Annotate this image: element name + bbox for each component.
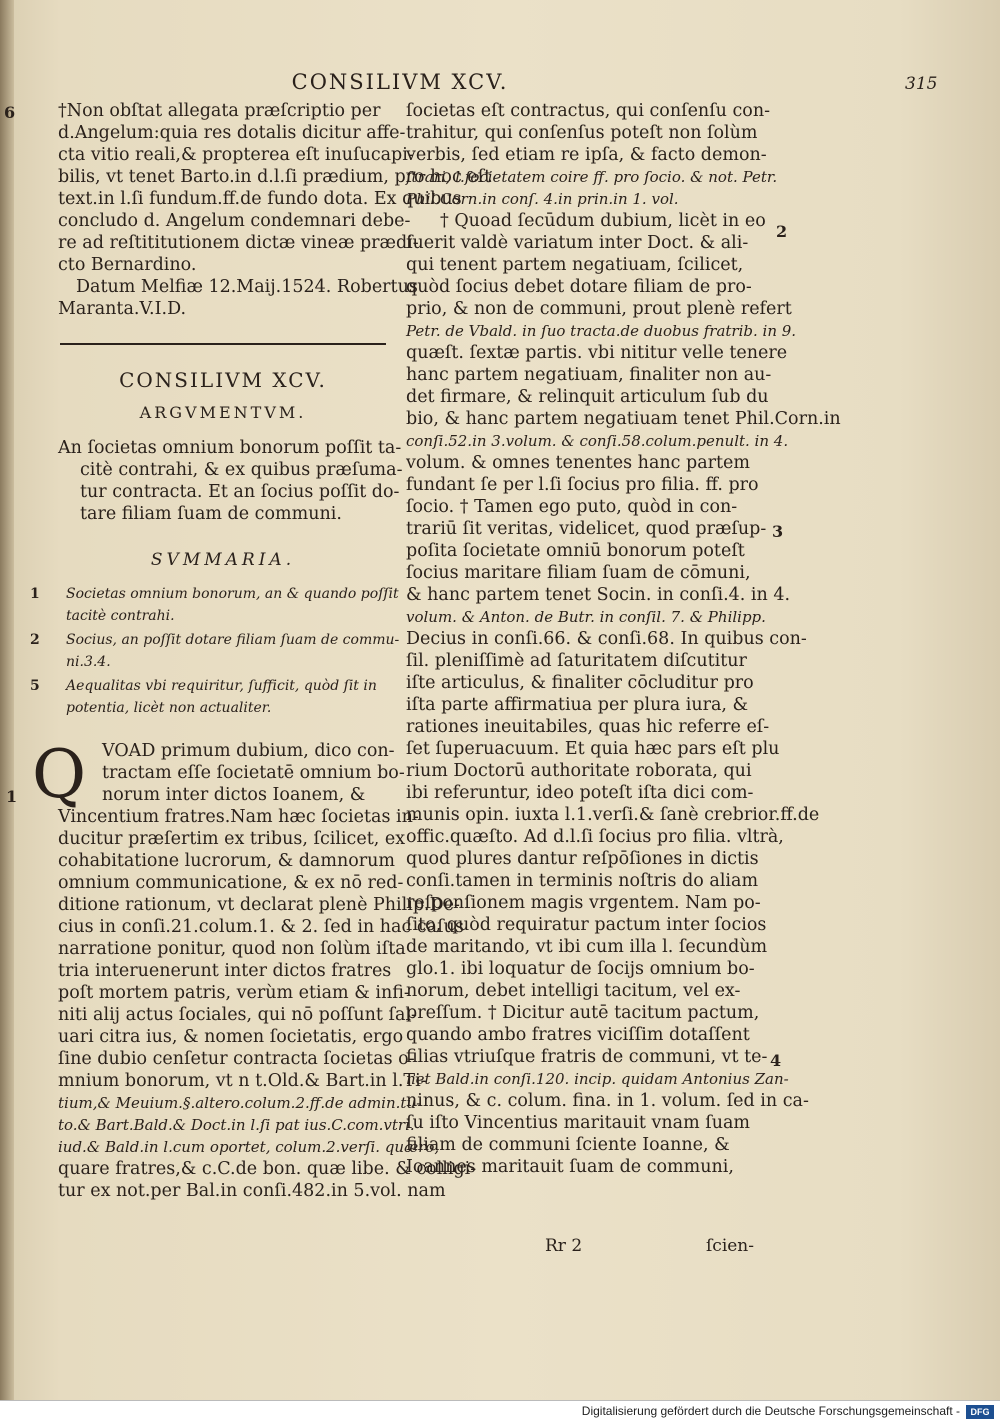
text-line: trahitur, qui conſenſus poteſt non ſolùm (406, 123, 758, 143)
summary-text: Aequalitas vbi requiritur, ſufficit, quòd ſit in (66, 678, 377, 694)
text-line: Decius in conſi.66. & conſi.68. In quibus con- (406, 629, 807, 649)
margin-number: 2 (776, 222, 788, 241)
text-line: ſtrari, l.ſocietatem coire ff. pro ſocio. & not. Petr. (406, 168, 778, 186)
summary-item (30, 629, 400, 673)
summary-text: Societas omnium bonorum, an & quando poſſit (66, 586, 399, 602)
text-line: volum. & Anton. de Butr. in conſil. 7. & Philipp. (406, 608, 766, 626)
text-line: Ioannes maritauit ſuam de communi, (406, 1157, 734, 1177)
text-line: norum inter dictos Ioanem, & (102, 785, 366, 805)
text-line: omnium communicatione, & ex nō red- (58, 873, 404, 893)
text-line: fuerit valdè variatum inter Doct. & ali- (406, 233, 749, 253)
text-line: norum, debet intelligi tacitum, vel ex- (406, 981, 741, 1001)
summaria-heading: SVMMARIA. (150, 550, 296, 570)
text-line: tria interuenerunt inter dictos fratres (58, 961, 392, 981)
text-line: poſita ſocietate omniū bonorum poteſt (406, 541, 745, 561)
page-edge (0, 0, 14, 1400)
text-line: niti alij actus ſociales, qui nō poſſunt ſal- (58, 1005, 417, 1025)
text-line: ſito, quòd requiratur pactum inter ſocios (406, 915, 767, 935)
margin-number: 4 (770, 1051, 782, 1070)
summary-text: potentia, licèt non actualiter. (66, 700, 272, 716)
argument-text (58, 437, 403, 525)
text-line: ibi referuntur, ideo poteſt iſta dici com- (406, 783, 754, 803)
text-line: bilis, vt tenet Barto.in d.l.ſi prædium, pro hoc eſt (58, 167, 492, 187)
text-line: ſocio. † Tamen ego puto, quòd in con- (406, 497, 738, 517)
text-line: narratione ponitur, quod non ſolùm iſta (58, 939, 406, 959)
text-line: quod plures dantur reſpōſiones in dictis (406, 849, 759, 869)
text-line: re ad reſtititutionem dictæ vineæ prædi- (58, 233, 419, 253)
text-line: cta vitio reali,& propterea eſt inuſucapi- (58, 145, 414, 165)
text-line: ſet ſuperuacuum. Et quia hæc pars eſt plu (406, 739, 780, 759)
text-line: tium,& Meuium.§.altero.colum.2.ff.de admin.tu- (58, 1094, 422, 1112)
text-line: iſta parte affirmatiua per plura iura, & (406, 695, 749, 715)
left-body-text (58, 740, 477, 1202)
text-line: offic.quæſto. Ad d.l.ſi ſocius pro filia. vltrà, (406, 827, 784, 847)
text-line: tare filiam ſuam de communi. (80, 504, 342, 524)
text-line: ſu iſto Vincentius maritauit vnam ſuam (406, 1113, 751, 1133)
text-line: preſſum. † Dicitur autē tacitum pactum, (406, 1003, 760, 1023)
text-line: quare fratres,& c.C.de bon. quæ libe. & colligi- (58, 1159, 477, 1179)
text-line: poſt mortem patris, verùm etiam & infi- (58, 983, 410, 1003)
author-line: Maranta.V.I.D. (58, 299, 187, 319)
text-line: uari citra ius, & nomen ſocietatis, ergo (58, 1027, 404, 1047)
text-line: quando ambo fratres viciſſim dotaſſent (406, 1025, 750, 1045)
text-line: ninus, & c. colum. fina. in 1. volum. ſed in ca- (406, 1091, 809, 1111)
text-line: to.& Bart.Bald.& Doct.in l.ſi pat ius.C.com.vtri. (58, 1116, 415, 1134)
section-divider (60, 343, 386, 345)
text-line: VOAD primum dubium, dico con- (102, 741, 395, 761)
catchword: ſcien- (706, 1236, 755, 1256)
summary-number: 2 (30, 632, 40, 648)
text-line: ſine dubio cenſetur contracta ſocietas o- (58, 1049, 415, 1069)
digitization-footer (0, 1400, 1000, 1424)
text-line: fundant ſe per l.ſi ſocius pro filia. ff. pro (406, 475, 759, 495)
date-line: Datum Melfiæ 12.Maij.1524. Robertus (76, 277, 418, 297)
text-line: An ſocietas omnium bonorum poſſit ta- (58, 438, 402, 458)
summary-item (30, 583, 399, 627)
margin-number: 6 (4, 103, 16, 122)
text-line: glo.1. ibi loquatur de ſocijs omnium bo- (406, 959, 755, 979)
text-line: reſponſionem magis vrgentem. Nam po- (406, 893, 761, 913)
text-line: ſocietas eſt contractus, qui conſenſu con- (406, 101, 771, 121)
section-title: CONSILIVM XCV. (119, 368, 327, 392)
text-line: cius in conſi.21.colum.1. & 2. ſed in hac caſus (58, 917, 464, 937)
right-body-text (406, 100, 841, 1178)
drop-capital: Q (32, 736, 87, 813)
funding-notice: Digitalisierung gefördert durch die Deutsche Forschungsgemeinschaft - (581, 1404, 960, 1418)
summary-number: 1 (30, 586, 40, 602)
summaria-list (30, 583, 400, 719)
text-line: text.in l.ſi fundum.ff.de fundo dota. Ex quibus (58, 189, 462, 209)
margin-number: 3 (772, 522, 784, 541)
text-line: mnium bonorum, vt n t.Old.& Bart.in l.Ti- (58, 1071, 427, 1091)
text-line: volum. & omnes tenentes hanc partem (406, 453, 750, 473)
text-line: trariū ſit veritas, videlicet, quod præſup- (406, 519, 767, 539)
text-line: rationes ineuitabiles, quas hic referre eſ- (406, 717, 770, 737)
text-line: cohabitatione lucrorum, & damnorum (58, 851, 395, 871)
text-line: †Non obſtat allegata præſcriptio per (58, 101, 381, 121)
text-line: d.Angelum:quia res dotalis dicitur affe- (58, 123, 406, 143)
running-header: CONSILIVM XCV. (291, 70, 509, 94)
text-line: iud.& Bald.in l.cum oportet, colum.2.verſi. quæro, (58, 1138, 440, 1156)
text-line: tur ex not.per Bal.in conſi.482.in 5.vol. nam (58, 1181, 446, 1201)
text-line: rium Doctorū authoritate roborata, qui (406, 761, 752, 781)
text-line: quòd ſocius debet dotare filiam de pro- (406, 277, 752, 297)
previous-consilium-ending (58, 100, 492, 320)
text-line: conſi.tamen in terminis noſtris do aliam (406, 871, 759, 891)
margin-number: 1 (6, 787, 18, 806)
text-line: hanc partem negatiuam, finaliter non au- (406, 365, 772, 385)
text-line: qui tenent partem negatiuam, ſcilicet, (406, 255, 744, 275)
text-line: ducitur præſertim ex tribus, ſcilicet, ex (58, 829, 406, 849)
argument-heading: ARGVMENTVM. (139, 403, 307, 422)
text-line: ſocius maritare filiam ſuam de cōmuni, (406, 563, 751, 583)
text-line: concludo d. Angelum condemnari debe- (58, 211, 411, 231)
text-line: bio, & hanc partem negatiuam tenet Phil.Corn.in (406, 409, 841, 429)
text-line: citè contrahi, & ex quibus præſuma- (80, 460, 403, 480)
text-line: prio, & non de communi, prout plenè refert (406, 299, 792, 319)
text-line: det firmare, & relinquit articulum ſub du (406, 387, 769, 407)
summary-text: Socius, an poſſit dotare filiam ſuam de commu- (66, 632, 400, 648)
text-line: Petr. de Vbald. in ſuo tracta.de duobus fratrib. in 9. (406, 322, 797, 340)
text-line: filiam de communi ſciente Ioanne, & (406, 1135, 730, 1155)
summary-text: ni.3.4. (66, 654, 111, 670)
text-line: ditione rationum, vt declarat plenè Philip.De- (58, 895, 460, 915)
summary-item (30, 675, 390, 719)
text-line: cto Bernardino. (58, 255, 197, 275)
text-line: quæſt. ſextæ partis. vbi nititur velle tenere (406, 343, 788, 363)
text-line: verbis, ſed etiam re ipſa, & facto demon- (406, 145, 767, 165)
text-line: ſil. pleniſſimè ad ſaturitatem diſcutitur (406, 651, 747, 671)
page-number: 315 (905, 74, 938, 94)
text-line: & hanc partem tenet Socin. in conſi.4. in 4. (406, 585, 791, 605)
text-line: tractam eſſe ſocietatē omnium bo- (102, 763, 405, 783)
text-line: † Quoad ſecūdum dubium, licèt in eo (440, 211, 766, 231)
dfg-logo: DFG (966, 1405, 994, 1419)
summary-text: tacitè contrahi. (66, 608, 175, 624)
text-line: Vincentium fratres.Nam hæc ſocietas in- (58, 807, 419, 827)
text-line: munis opin. iuxta l.1.verſi.& ſanè crebrior.ff.de (406, 805, 820, 825)
text-line: iſte articulus, & finaliter cōcluditur pro (406, 673, 754, 693)
text-line: net Bald.in conſi.120. incip. quidam Antonius Zan- (406, 1070, 789, 1088)
text-line: filias vtriuſque fratris de communi, vt te- (406, 1047, 768, 1067)
text-line: conſi.52.in 3.volum. & conſi.58.colum.penult. in 4. (406, 432, 789, 450)
summary-number: 5 (30, 678, 40, 694)
text-line: tur contracta. Et an ſocius poſſit do- (80, 482, 400, 502)
text-line: de maritando, vt ibi cum illa l. ſecundùm (406, 937, 768, 957)
text-line: Phil.Corn.in conſ. 4.in prin.in 1. vol. (406, 190, 679, 208)
signature-mark: Rr 2 (545, 1236, 583, 1256)
